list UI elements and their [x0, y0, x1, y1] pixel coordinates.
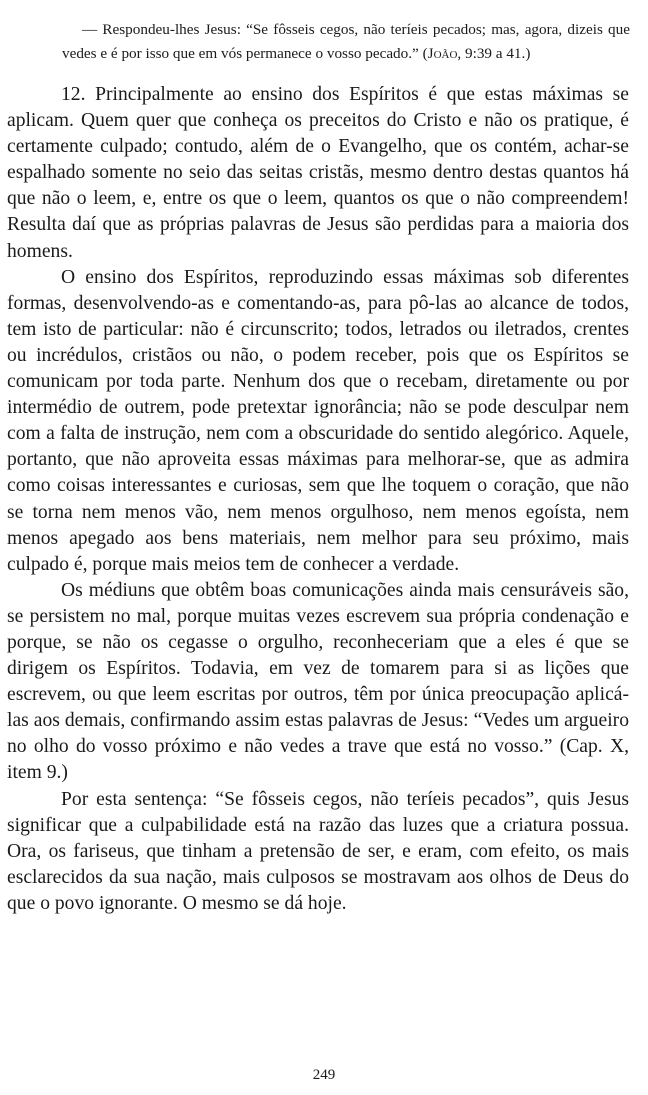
quote-text: — Respondeu-lhes Jesus: “Se fôsseis cegos, não teríeis pecados; mas, agora, dizeis que vedes e é por isso que em vós permanece o vosso pecado.” ( — [62, 21, 630, 62]
quote-source-name: João — [427, 45, 458, 62]
paragraph-spirits-teaching: O ensino dos Espíritos, reproduzindo essas máximas sob diferentes formas, desenvolvendo-as e comentando-as, para pô-las ao alcance de todos, tem isto de particular: não é circunscrito; todos, letrados ou iletrados, crentes ou incrédulos, cristãos ou não, o podem receber, pois que os Espíritos se comunicam por toda parte. Nenhum dos que o recebam, diretamente ou por intermédio de outrem, pode pretextar ignorância; não se pode desculpar nem com a falta de instrução, nem com a obscuridade do sentido alegórico. Aquele, portanto, que não aproveita essas máximas para melhorar-se, que as admira como coisas interessantes e curiosas, sem que lhe toquem o coração, que não se torna nem menos vão, nem menos orgulhoso, nem menos egoísta, nem menos apegado aos bens materiais, nem melhor para seu próximo, mais culpado é, porque mais meios tem de conhecer a verdade. — [7, 266, 629, 575]
main-text — [7, 82, 629, 917]
jesus-quote — [62, 18, 630, 66]
paragraph-mediums: Os médiuns que obtêm boas comunicações ainda mais censuráveis são, se persistem no mal, porque muitas vezes escrevem sua própria condenação e porque, se não os cegasse o orgulho, reconheceriam que a eles é que se dirigem os Espíritos. Todavia, em vez de tomarem para si as lições que escrevem, ou que leem escritas por outros, têm por única preocupação aplicá-las aos demais, confirmando assim estas palavras de Jesus: “Vedes um argueiro no olho do vosso próximo e não vedes a trave que está no vosso.” (Cap. X, item 9.) — [7, 579, 629, 784]
page-number: 249 — [312, 1067, 336, 1083]
paragraph-blindness-sentence: Por esta sentença: “Se fôsseis cegos, não teríeis pecados”, quis Jesus significar que a culpabilidade está na razão das luzes que a criatura possua. Ora, os fariseus, que tinham a pretensão de ser, e eram, com efeito, os mais esclarecidos da sua nação, mais culposos se mostravam aos olhos de Deus do que o povo ignorante. O mesmo se dá hoje. — [7, 788, 629, 914]
paragraph-12: 12. Principalmente ao ensino dos Espíritos é que estas máximas se aplicam. Quem quer que conheça os preceitos do Cristo e não os pratique, é certamente culpado; contudo, além de o Evangelho, que os contém, achar-se espalhado somente no seio das seitas cristãs, mesmo dentro destas quantos há que não o leem, e, entre os que o leem, quantos os que o não compreendem! Resulta daí que as próprias palavras de Jesus são perdidas para a maioria dos homens. — [7, 84, 629, 262]
quote-source-ref: , 9:39 a 41.) — [457, 45, 531, 62]
